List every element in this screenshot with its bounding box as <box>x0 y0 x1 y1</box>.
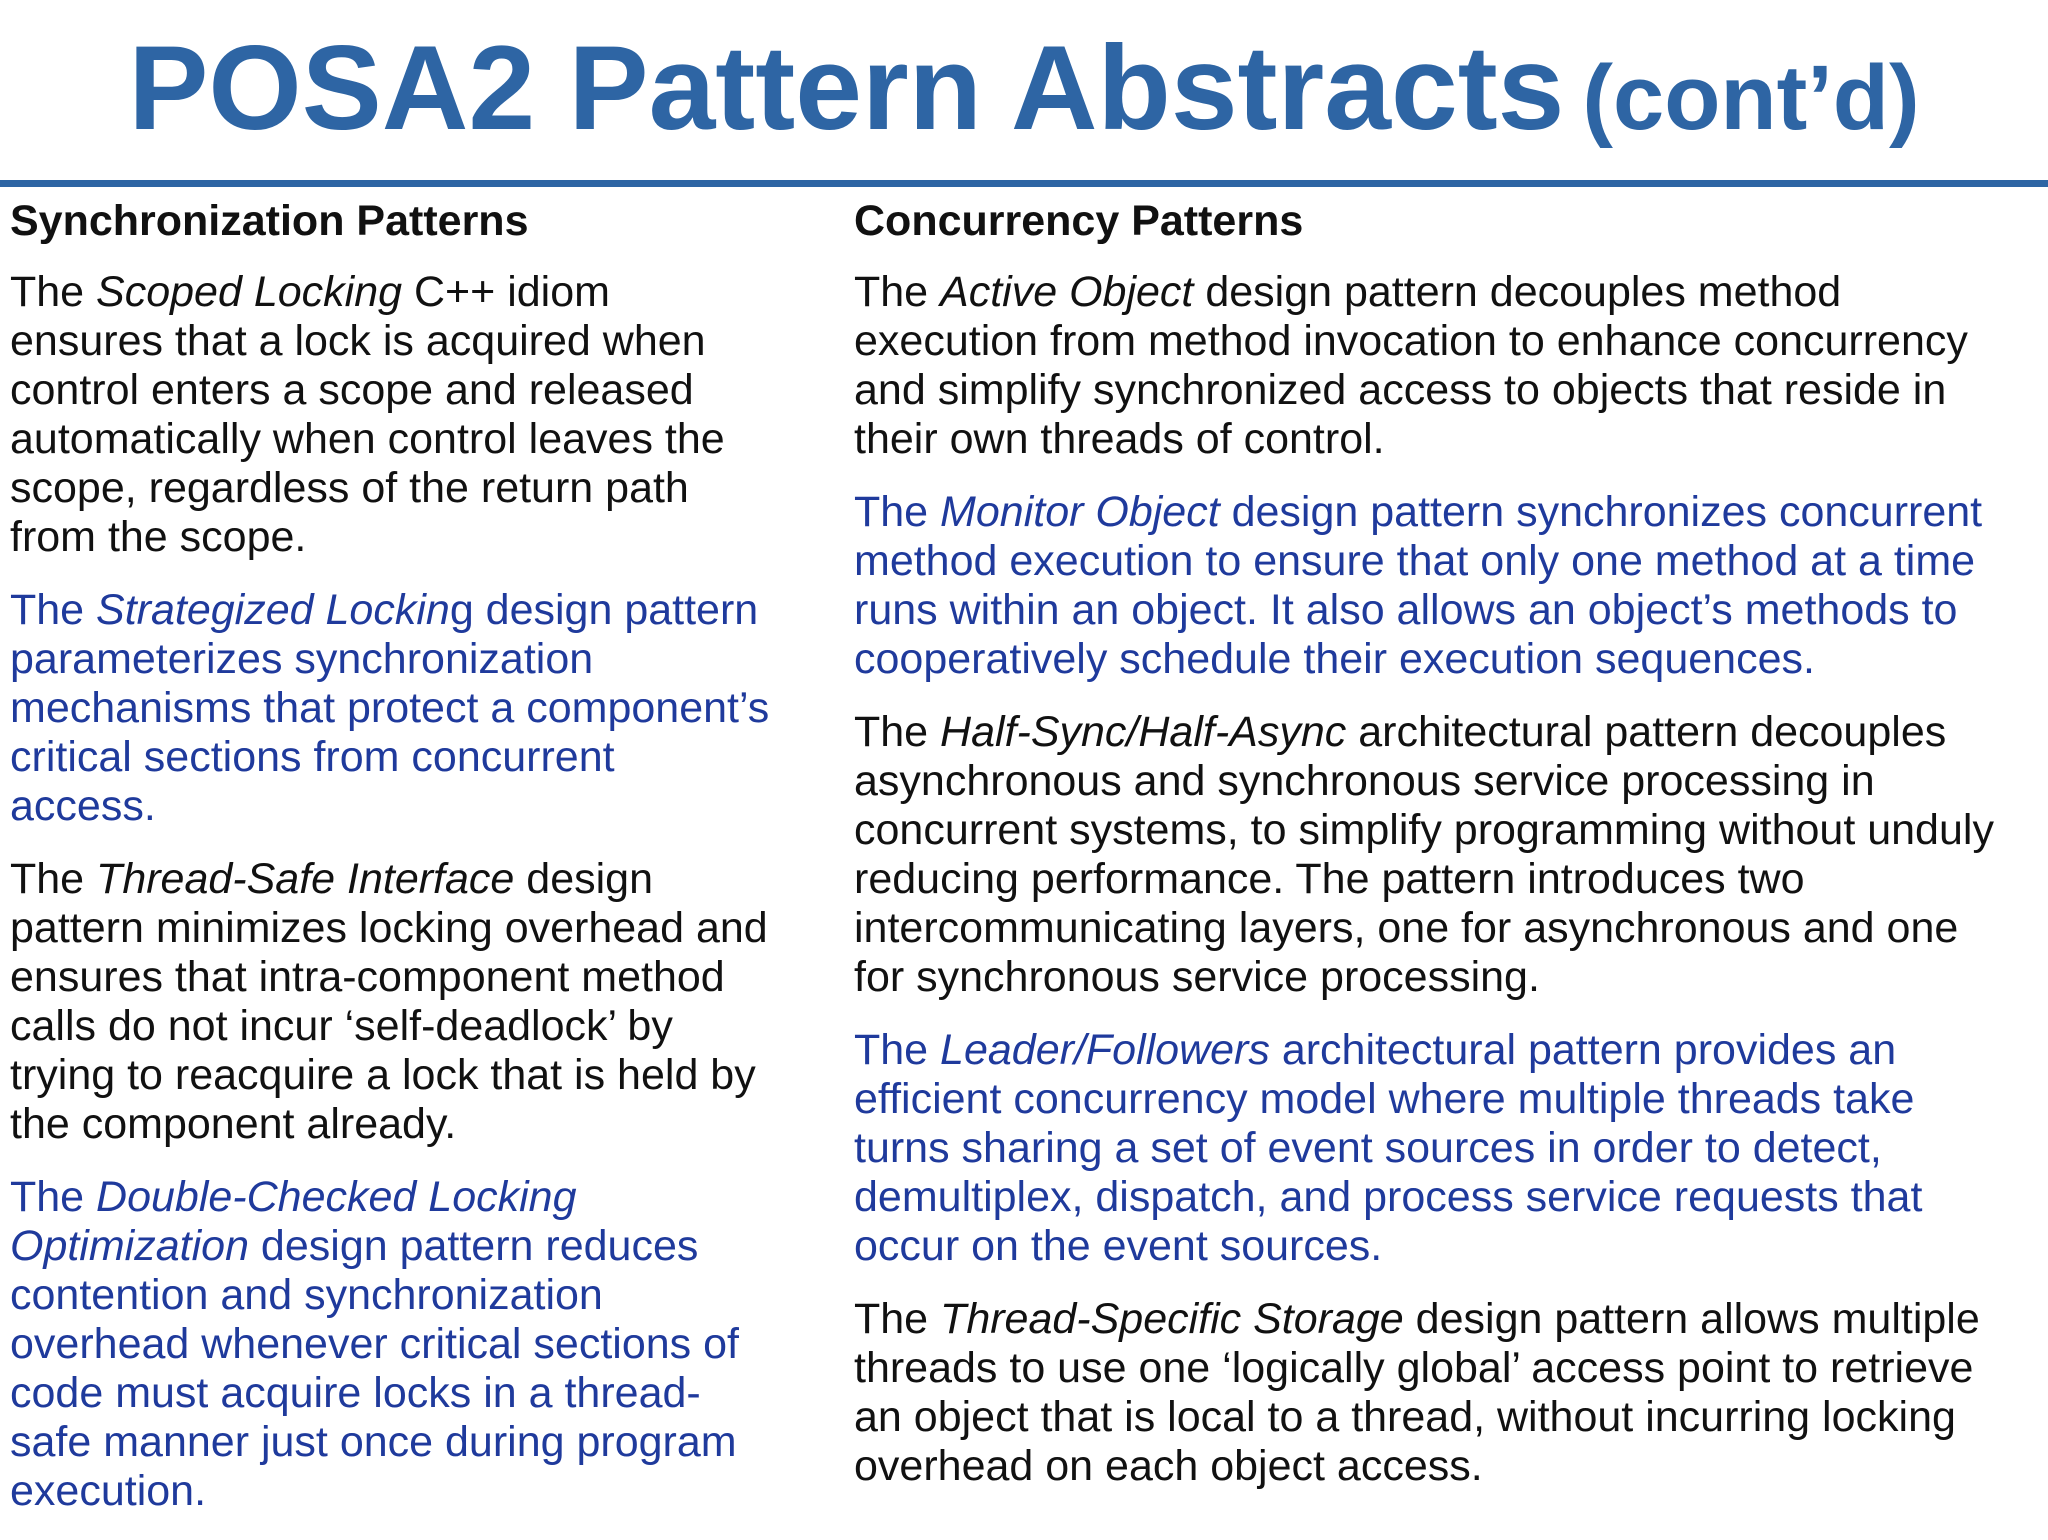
slide-title <box>0 21 2048 155</box>
double-checked-locking-abstract <box>10 1173 825 1516</box>
pattern-name: Leader/Followers <box>940 1026 1270 1074</box>
pattern-name: Double-Checked Locking <box>96 1173 577 1221</box>
synchronization-patterns-column <box>10 196 825 1540</box>
para-line: an object that is local to a thread, without incurring locking <box>854 1393 1956 1441</box>
para-line: their own threads of control. <box>854 415 1385 463</box>
half-sync-half-async-abstract <box>854 708 2048 1002</box>
pattern-name: Monitor Object <box>940 488 1220 536</box>
concurrency-patterns-column <box>854 196 2048 1515</box>
para-line: the component already. <box>10 1100 457 1148</box>
para-line: scope, regardless of the return path <box>10 464 689 512</box>
pattern-name: Scoped Locking <box>96 268 403 316</box>
slide-title-suffix: (cont’d) <box>1582 47 1920 149</box>
para-lead: The <box>854 708 941 756</box>
synchronization-patterns-heading: Synchronization Patterns <box>10 197 529 245</box>
para-line: critical sections from concurrent <box>10 733 615 781</box>
para-line: contention and synchronization <box>10 1271 603 1319</box>
pattern-name: Active Object <box>940 268 1194 316</box>
para-line: code must acquire locks in a thread- <box>10 1369 701 1417</box>
para-line: ensures that a lock is acquired when <box>10 317 706 365</box>
para-line: execution. <box>10 1467 207 1515</box>
para-line: intercommunicating layers, one for asynchronous and one <box>854 904 1959 952</box>
para-line: for synchronous service processing. <box>854 953 1540 1001</box>
scoped-locking-abstract <box>10 268 825 562</box>
para-line: design pattern synchronizes concurrent <box>1219 488 1983 536</box>
para-line: safe manner just once during program <box>10 1418 737 1466</box>
para-line: overhead whenever critical sections of <box>10 1320 739 1368</box>
leader-followers-abstract <box>854 1026 2048 1271</box>
title-divider <box>0 180 2048 187</box>
para-line: design <box>514 855 654 903</box>
pattern-name: Strategized Lockin <box>96 586 450 634</box>
pattern-name-cont: Optimization <box>10 1222 249 1270</box>
para-line: and simplify synchronized access to objects that reside in <box>854 366 1947 414</box>
strategized-locking-abstract <box>10 586 825 831</box>
para-line: pattern minimizes locking overhead and <box>10 904 768 952</box>
concurrency-patterns-heading: Concurrency Patterns <box>854 197 1304 245</box>
para-line: access. <box>10 782 156 830</box>
thread-specific-storage-abstract <box>854 1295 2048 1491</box>
para-line: architectural pattern provides an <box>1269 1026 1897 1074</box>
para-line: efficient concurrency model where multiple threads take <box>854 1075 1915 1123</box>
para-line: turns sharing a set of event sources in order to detect, <box>854 1124 1882 1172</box>
para-line: control enters a scope and released <box>10 366 694 414</box>
para-lead: The <box>854 1295 941 1343</box>
para-lead: The <box>854 488 941 536</box>
monitor-object-abstract <box>854 488 2048 684</box>
para-line: occur on the event sources. <box>854 1222 1383 1270</box>
thread-safe-interface-abstract <box>10 855 825 1149</box>
para-line: method execution to ensure that only one method at a time <box>854 537 1976 585</box>
para-lead: The <box>10 268 97 316</box>
para-line: C++ idiom <box>402 268 610 316</box>
para-line: overhead on each object access. <box>854 1442 1483 1490</box>
para-lead: The <box>10 855 97 903</box>
para-lead: The <box>10 586 97 634</box>
para-line: ensures that intra-component method <box>10 953 725 1001</box>
para-line: reducing performance. The pattern introduces two <box>854 855 1805 903</box>
pattern-name: Half-Sync/Half-Async <box>940 708 1347 756</box>
para-line: g design pattern <box>449 586 759 634</box>
para-line: demultiplex, dispatch, and process service requests that <box>854 1173 1923 1221</box>
active-object-abstract <box>854 268 2048 464</box>
para-line: automatically when control leaves the <box>10 415 725 463</box>
para-lead: The <box>854 1026 941 1074</box>
para-line: from the scope. <box>10 513 307 561</box>
para-line: trying to reacquire a lock that is held by <box>10 1051 756 1099</box>
para-line: calls do not incur ‘self-deadlock’ by <box>10 1002 673 1050</box>
pattern-name: Thread-Specific Storage <box>940 1295 1404 1343</box>
para-lead: The <box>854 268 941 316</box>
para-line: concurrent systems, to simplify programming without unduly <box>854 806 1994 854</box>
para-line: architectural pattern decouples <box>1346 708 1947 756</box>
para-line: mechanisms that protect a component’s <box>10 684 770 732</box>
para-line: parameterizes synchronization <box>10 635 594 683</box>
slide-title-main: POSA2 Pattern Abstracts <box>128 21 1565 155</box>
para-line: design pattern allows multiple <box>1403 1295 1980 1343</box>
para-line: design pattern decouples method <box>1193 268 1842 316</box>
para-line: cooperatively schedule their execution sequences. <box>854 635 1815 683</box>
para-line: asynchronous and synchronous service processing in <box>854 757 1875 805</box>
pattern-name: Thread-Safe Interface <box>96 855 515 903</box>
para-line: design pattern reduces <box>248 1222 699 1270</box>
para-line: execution from method invocation to enhance concurrency <box>854 317 1968 365</box>
para-lead: The <box>10 1173 97 1221</box>
para-line: threads to use one ‘logically global’ access point to retrieve <box>854 1344 1974 1392</box>
para-line: runs within an object. It also allows an object’s methods to <box>854 586 1958 634</box>
